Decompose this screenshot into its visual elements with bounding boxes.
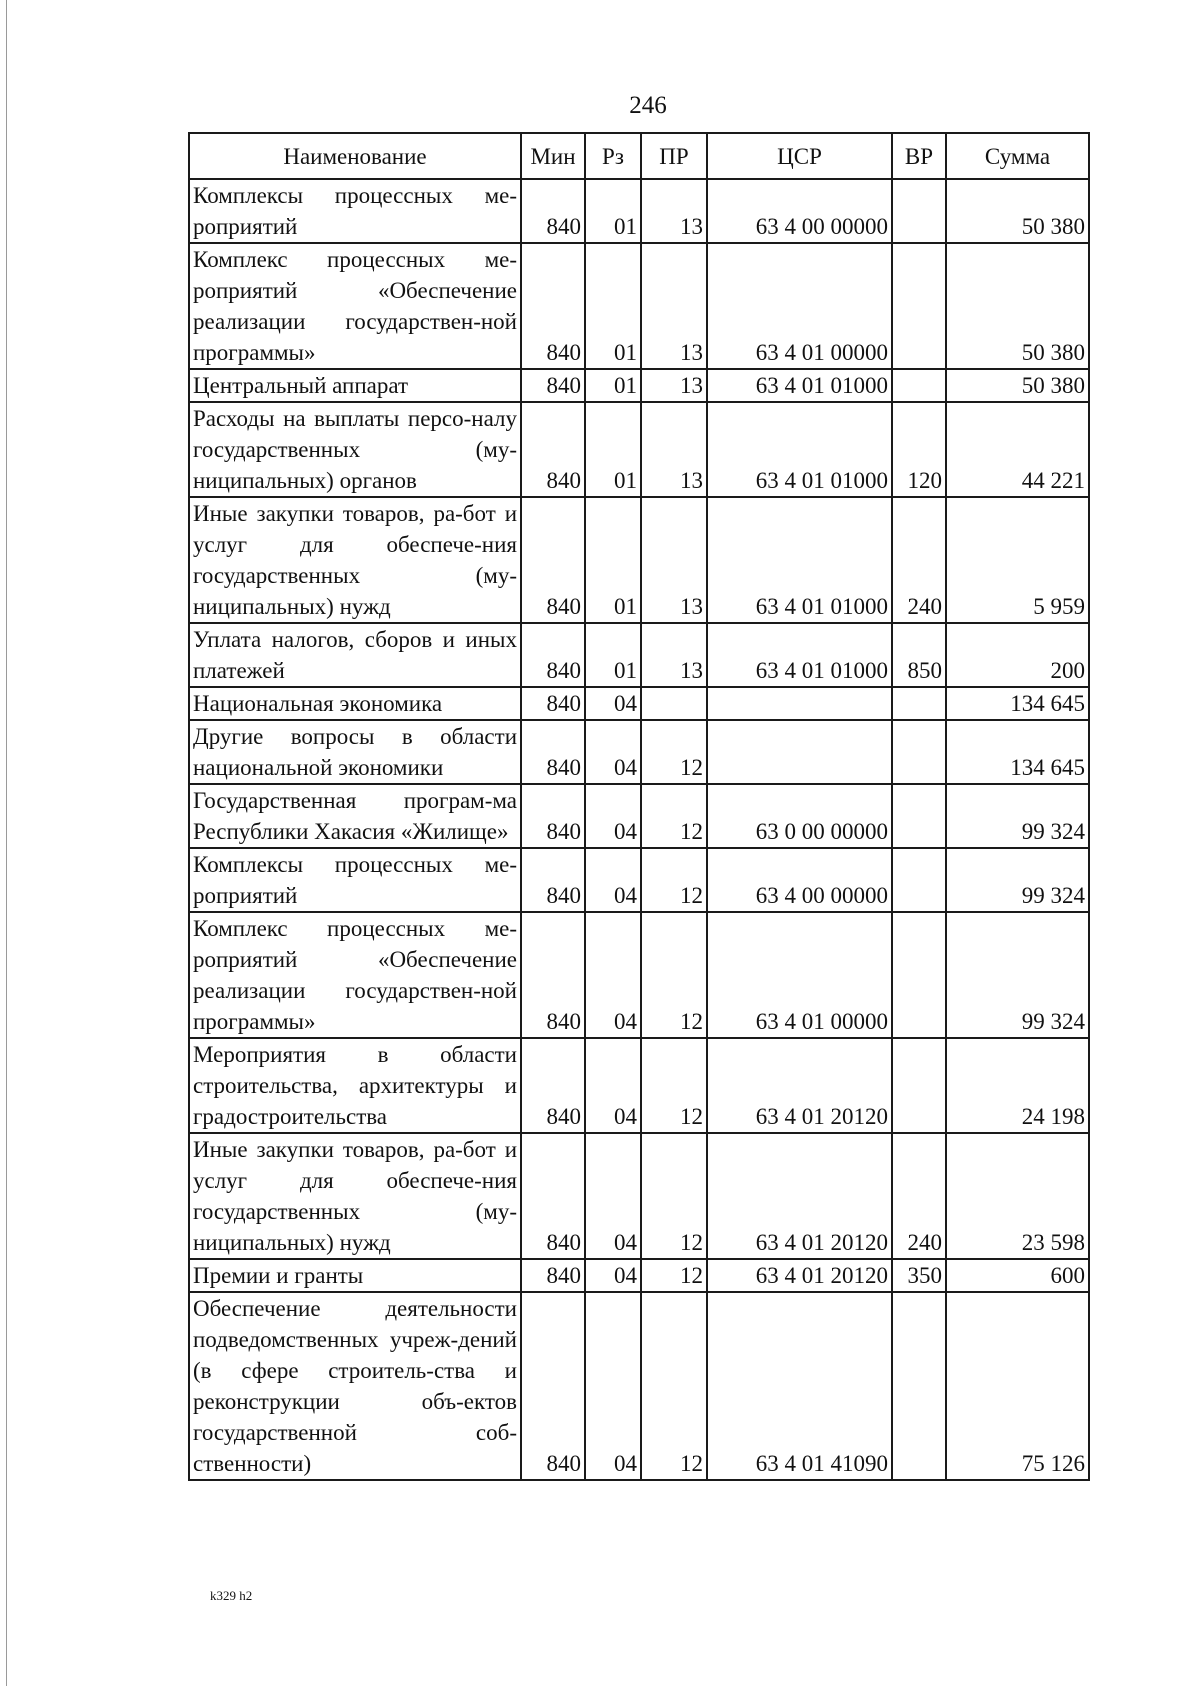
cell-vr: [892, 179, 946, 243]
cell-csr: [707, 687, 892, 720]
cell-csr: 63 0 00 00000: [707, 784, 892, 848]
cell-vr: [892, 848, 946, 912]
cell-rz: 04: [585, 1038, 641, 1133]
cell-csr: 63 4 01 41090: [707, 1292, 892, 1480]
cell-csr: 63 4 01 00000: [707, 912, 892, 1038]
cell-pr: 12: [641, 912, 707, 1038]
cell-pr: 12: [641, 1259, 707, 1292]
cell-name: Центральный аппарат: [189, 369, 521, 402]
table-row: [189, 623, 1089, 687]
cell-pr: 13: [641, 623, 707, 687]
cell-pr: 13: [641, 243, 707, 369]
cell-sum: 134 645: [946, 720, 1089, 784]
cell-pr: 13: [641, 179, 707, 243]
cell-name: Комплекс процессных ме-роприятий «Обеспечение реализации государствен-ной программы»: [189, 243, 521, 369]
cell-sum: 5 959: [946, 497, 1089, 623]
cell-rz: 01: [585, 243, 641, 369]
cell-csr: 63 4 01 20120: [707, 1259, 892, 1292]
table-row: [189, 720, 1089, 784]
cell-name: Государственная програм-ма Республики Хакасия «Жилище»: [189, 784, 521, 848]
cell-rz: 01: [585, 623, 641, 687]
cell-pr: 12: [641, 1038, 707, 1133]
cell-rz: 04: [585, 687, 641, 720]
cell-sum: 99 324: [946, 912, 1089, 1038]
cell-min: 840: [521, 912, 585, 1038]
cell-sum: 50 380: [946, 243, 1089, 369]
cell-rz: 01: [585, 497, 641, 623]
cell-min: 840: [521, 848, 585, 912]
cell-min: 840: [521, 784, 585, 848]
footer-code: k329 h2: [210, 1588, 253, 1603]
cell-rz: 01: [585, 402, 641, 497]
cell-csr: 63 4 01 01000: [707, 497, 892, 623]
cell-min: 840: [521, 243, 585, 369]
cell-rz: 04: [585, 848, 641, 912]
cell-rz: 04: [585, 1133, 641, 1259]
table-row: [189, 243, 1089, 369]
cell-pr: 13: [641, 369, 707, 402]
cell-rz: 04: [585, 720, 641, 784]
cell-name: Расходы на выплаты персо-налу государственных (му-ниципальных) органов: [189, 402, 521, 497]
table-row: [189, 1133, 1089, 1259]
table-row: [189, 1038, 1089, 1133]
cell-sum: 24 198: [946, 1038, 1089, 1133]
cell-min: 840: [521, 1292, 585, 1480]
header-name: Наименование: [189, 133, 521, 179]
cell-rz: 04: [585, 912, 641, 1038]
cell-csr: 63 4 01 00000: [707, 243, 892, 369]
cell-name: Комплекс процессных ме-роприятий «Обеспечение реализации государствен-ной программы»: [189, 912, 521, 1038]
header-csr: ЦСР: [707, 133, 892, 179]
table-row: [189, 687, 1089, 720]
cell-csr: 63 4 01 20120: [707, 1133, 892, 1259]
cell-rz: 04: [585, 1292, 641, 1480]
cell-sum: 99 324: [946, 784, 1089, 848]
cell-sum: 99 324: [946, 848, 1089, 912]
table-body: [189, 179, 1089, 1480]
cell-pr: [641, 687, 707, 720]
cell-min: 840: [521, 1259, 585, 1292]
cell-name: Мероприятия в области строительства, архитектуры и градостроительства: [189, 1038, 521, 1133]
cell-name: Национальная экономика: [189, 687, 521, 720]
table-row: [189, 179, 1089, 243]
cell-min: 840: [521, 720, 585, 784]
cell-pr: 13: [641, 497, 707, 623]
cell-pr: 12: [641, 1292, 707, 1480]
cell-csr: 63 4 01 01000: [707, 369, 892, 402]
cell-name: Комплексы процессных ме-роприятий: [189, 848, 521, 912]
cell-csr: 63 4 01 20120: [707, 1038, 892, 1133]
cell-rz: 04: [585, 1259, 641, 1292]
cell-min: 840: [521, 1133, 585, 1259]
cell-name: Комплексы процессных ме-роприятий: [189, 179, 521, 243]
cell-csr: 63 4 01 01000: [707, 623, 892, 687]
table-row: [189, 369, 1089, 402]
cell-csr: 63 4 00 00000: [707, 848, 892, 912]
cell-vr: [892, 243, 946, 369]
cell-min: 840: [521, 497, 585, 623]
header-vr: ВР: [892, 133, 946, 179]
cell-pr: 12: [641, 848, 707, 912]
cell-vr: 350: [892, 1259, 946, 1292]
cell-vr: 240: [892, 1133, 946, 1259]
header-rz: Рз: [585, 133, 641, 179]
header-pr: ПР: [641, 133, 707, 179]
table-row: [189, 497, 1089, 623]
cell-min: 840: [521, 623, 585, 687]
cell-name: Уплата налогов, сборов и иных платежей: [189, 623, 521, 687]
cell-vr: [892, 784, 946, 848]
table-row: [189, 1292, 1089, 1480]
cell-vr: [892, 1038, 946, 1133]
table-header-row: [189, 133, 1089, 179]
budget-table: [188, 132, 1090, 1481]
cell-csr: 63 4 00 00000: [707, 179, 892, 243]
cell-name: Обеспечение деятельности подведомственных учреж-дений (в сфере строитель-ства и реконструкции объ-ектов государственной соб-ственности): [189, 1292, 521, 1480]
cell-sum: 23 598: [946, 1133, 1089, 1259]
cell-vr: [892, 1292, 946, 1480]
table-row: [189, 912, 1089, 1038]
cell-rz: 04: [585, 784, 641, 848]
cell-name: Премии и гранты: [189, 1259, 521, 1292]
header-min: Мин: [521, 133, 585, 179]
cell-vr: [892, 687, 946, 720]
cell-pr: 12: [641, 784, 707, 848]
cell-csr: 63 4 01 01000: [707, 402, 892, 497]
cell-csr: [707, 720, 892, 784]
cell-vr: 120: [892, 402, 946, 497]
scan-edge-line: [6, 0, 7, 1686]
table-row: [189, 848, 1089, 912]
cell-sum: 200: [946, 623, 1089, 687]
cell-min: 840: [521, 402, 585, 497]
cell-pr: 13: [641, 402, 707, 497]
header-sum: Сумма: [946, 133, 1089, 179]
page-number: 246: [629, 92, 667, 119]
cell-vr: 850: [892, 623, 946, 687]
cell-name: Иные закупки товаров, ра-бот и услуг для обеспече-ния государственных (му-ниципальных) нужд: [189, 497, 521, 623]
cell-vr: 240: [892, 497, 946, 623]
cell-vr: [892, 912, 946, 1038]
cell-sum: 600: [946, 1259, 1089, 1292]
cell-rz: 01: [585, 369, 641, 402]
cell-sum: 134 645: [946, 687, 1089, 720]
cell-min: 840: [521, 179, 585, 243]
cell-min: 840: [521, 687, 585, 720]
cell-vr: [892, 720, 946, 784]
cell-sum: 50 380: [946, 179, 1089, 243]
cell-pr: 12: [641, 720, 707, 784]
cell-min: 840: [521, 1038, 585, 1133]
cell-pr: 12: [641, 1133, 707, 1259]
table-row: [189, 402, 1089, 497]
cell-name: Другие вопросы в области национальной экономики: [189, 720, 521, 784]
table-row: [189, 784, 1089, 848]
cell-min: 840: [521, 369, 585, 402]
cell-sum: 44 221: [946, 402, 1089, 497]
table-row: [189, 1259, 1089, 1292]
cell-name: Иные закупки товаров, ра-бот и услуг для обеспече-ния государственных (му-ниципальных) нужд: [189, 1133, 521, 1259]
cell-sum: 75 126: [946, 1292, 1089, 1480]
cell-sum: 50 380: [946, 369, 1089, 402]
cell-rz: 01: [585, 179, 641, 243]
cell-vr: [892, 369, 946, 402]
